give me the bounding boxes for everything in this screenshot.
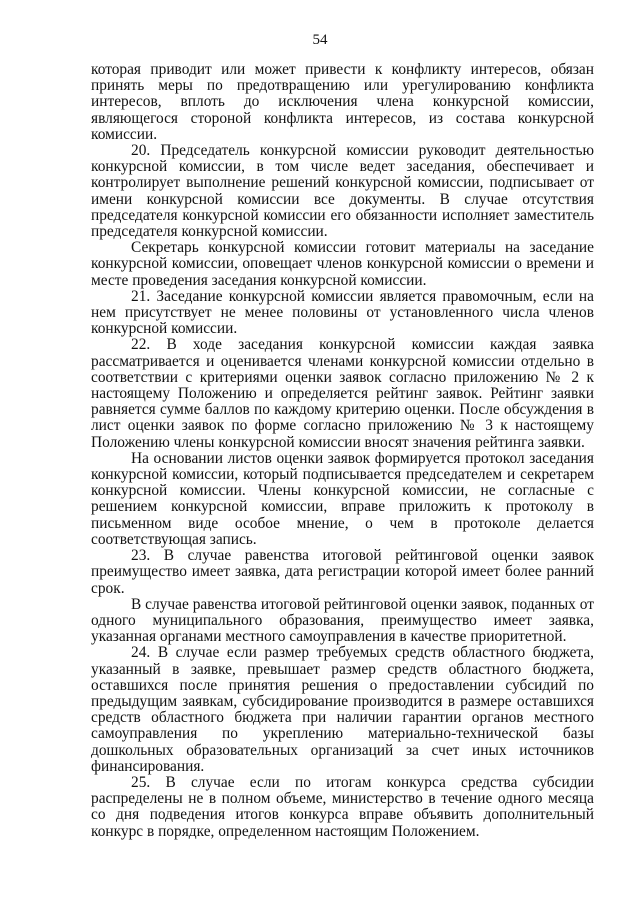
paragraph-25-additional-contest: 25. В случае если по итогам конкурса средства субсидии распределены не в полном объеме, министерство в течение одного месяца со дня подведения итогов конкурса вправе объявить дополнительный конкурс в порядке, определенном настоящим Положением. (91, 773, 594, 840)
paragraph-20-secretary: Секретарь конкурсной комиссии готовит материалы на заседание конкурсной комиссии, оповещает членов конкурсной комиссии о времени и месте проведения заседания конкурсной комиссии. (91, 239, 594, 289)
page-number: 54 (312, 32, 328, 48)
paragraph-23-equal-rating: 23. В случае равенства итоговой рейтинговой оценки заявок преимущество имеет заявка, дата регистрации которой имеет более ранний срок. (91, 547, 594, 597)
paragraph-21-quorum: 21. Заседание конкурсной комиссии является правомочным, если на нем присутствует не менее половины от установленного числа членов конкурсной комиссии. (91, 287, 594, 338)
paragraph-24-budget: 24. В случае если размер требуемых средств областного бюджета, указанный в заявке, превышает размер средств областного бюджета, оставшихся после принятия решения о предоставлении субсидий по предыдущим заявкам, субсидирование производится в размере оставшихся средств областного бюджета при наличии гарантии органов местного самоуправления по укреплению материально-технической базы дошкольных образовательных организаций за счет иных источников финансирования. (91, 644, 594, 775)
paragraph-23-municipal: В случае равенства итоговой рейтинговой оценки заявок, поданных от одного муниципального образования, преимущество имеет заявка, указанная органами местного самоуправления в качестве приоритетной. (91, 595, 594, 646)
paragraph-continuation: которая приводит или может привести к конфликту интересов, обязан принять меры по предотвращению или урегулированию конфликта интересов, вплоть до исключения члена конкурсной комиссии, являющегося стороной конфликта интересов, из состава конкурсной комиссии. (91, 61, 594, 143)
document-body (91, 62, 594, 840)
paragraph-22-evaluation: 22. В ходе заседания конкурсной комиссии каждая заявка рассматривается и оценивается членами конкурсной комиссии отдельно в соответствии с критериями оценки заявок согласно приложению № 2 к настоящему Положению и определяется рейтинг заявок. Рейтинг заявки равняется сумме баллов по каждому критерию оценки. После обсуждения в лист оценки заявок по форме согласно приложению № 3 к настоящему Положению члены конкурсной комиссии вносят значения рейтинга заявки. (91, 336, 594, 451)
paragraph-22-protocol: На основании листов оценки заявок формируется протокол заседания конкурсной комиссии, который подписывается председателем и секретарем конкурсной комиссии. Члены конкурсной комиссии, не согласные с решением конкурсной комиссии, вправе приложить к протоколу в письменном виде особое мнение, о чем в протоколе делается соответствующая запись. (91, 449, 594, 548)
paragraph-20-chairman: 20. Председатель конкурсной комиссии руководит деятельностью конкурсной комиссии, в том числе ведет заседания, обеспечивает и контролирует выполнение решений конкурсной комиссии, подписывает от имени конкурсной комиссии все документы. В случае отсутствия председателя конкурсной комиссии его обязанности исполняет заместитель председателя конкурсной комиссии. (91, 142, 594, 241)
